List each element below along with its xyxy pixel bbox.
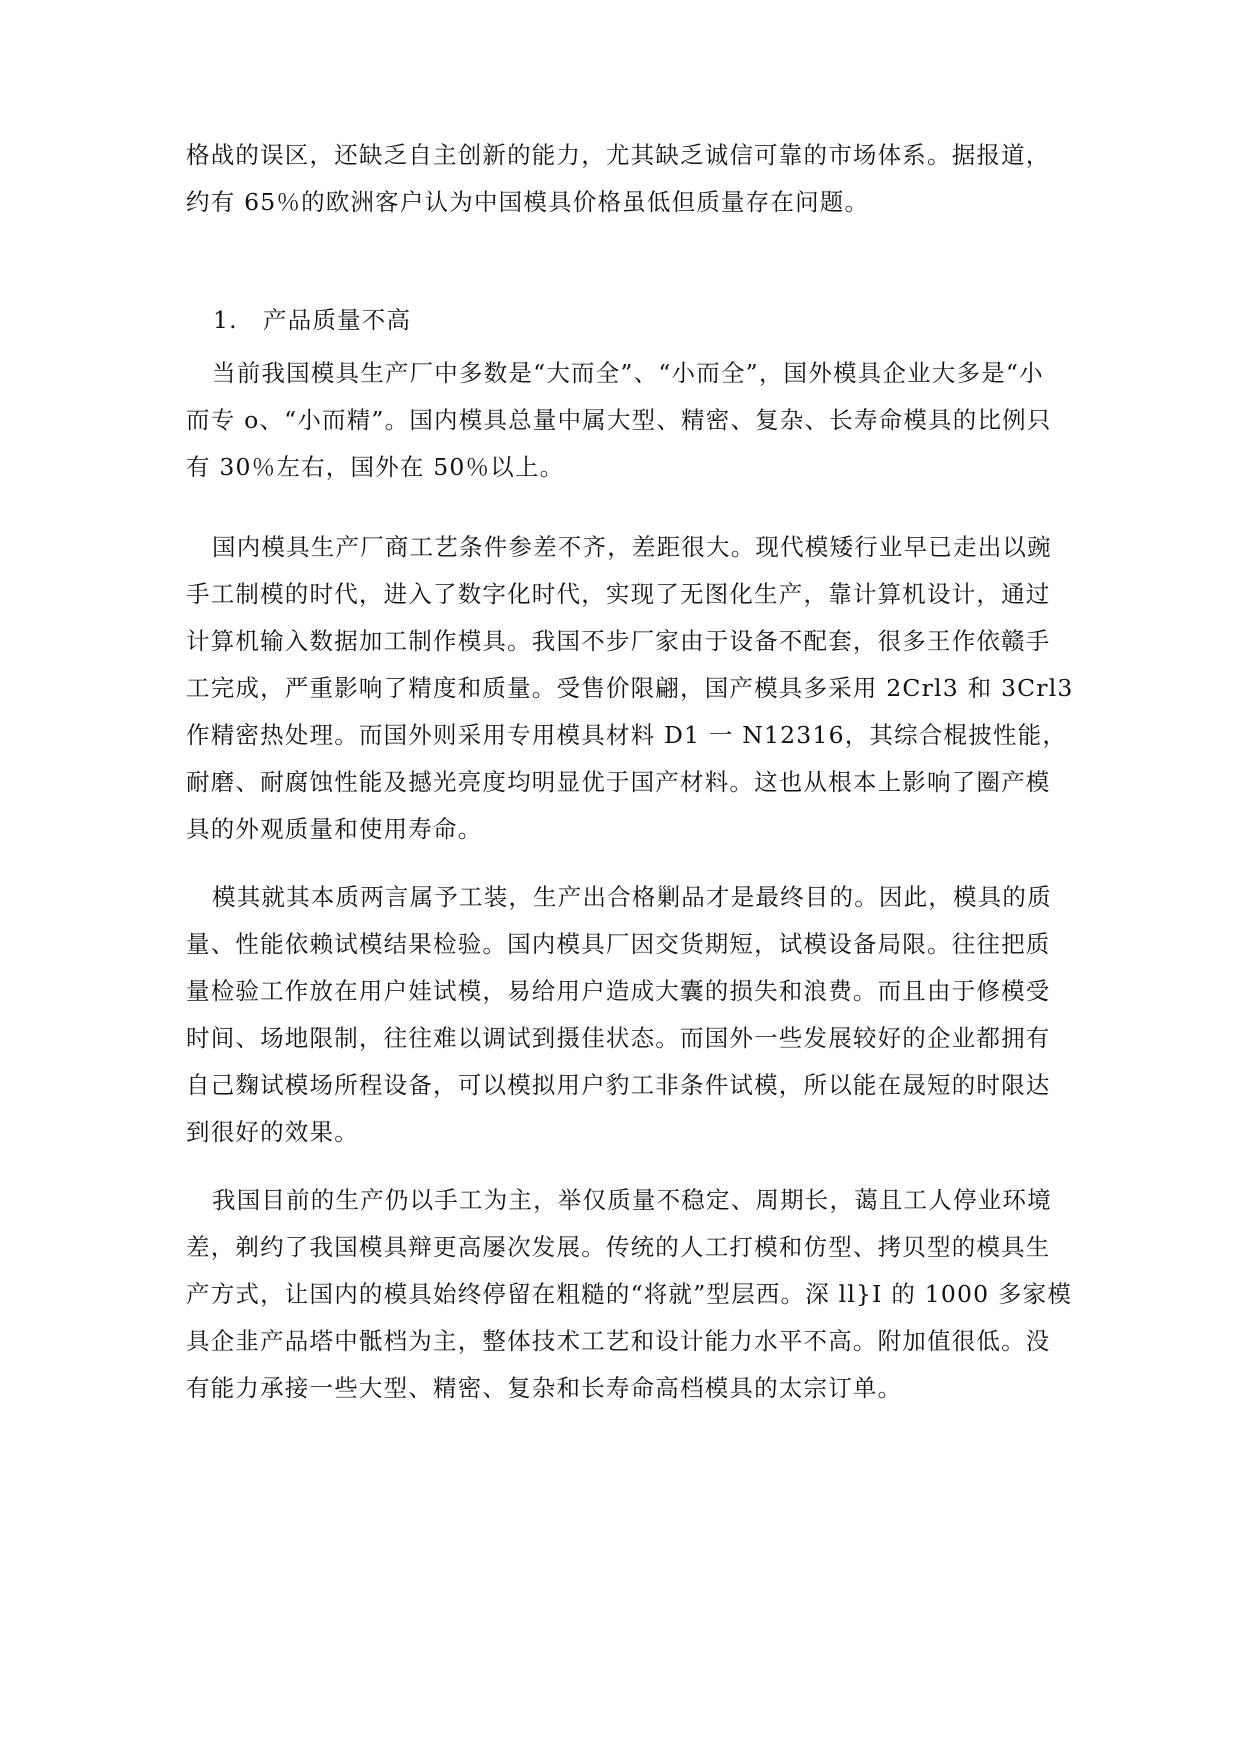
paragraph-2	[186, 524, 1074, 853]
paragraph-line: 量、性能依赖试模结果检验。国内模具厂因交货期短，试模设备局限。往往把质	[186, 930, 1051, 958]
paragraph-line: 计算机输入数据加工制作模具。我国不步厂家由于设备不配套，很多王作依赣手	[186, 627, 1051, 655]
paragraph-line: 到很好的效果。	[186, 1118, 359, 1146]
paragraph-line: 具的外观质量和使用寿命。	[186, 815, 483, 843]
intro-paragraph	[186, 132, 1066, 226]
paragraph-line: 产方式，让国内的模具始终停留在粗糙的“将就”型层西。深 ll}I 的 1000 多家模	[186, 1280, 1073, 1308]
paragraph-line: 而专 o、“小而精”。国内模具总量中属大型、精密、复杂、长寿命模具的比例只	[186, 406, 1052, 434]
paragraph-line: 量检验工作放在用户娃试模，易给用户造成大囊的损失和浪费。而且由于修模受	[186, 977, 1051, 1005]
paragraph-line: 约有 65％的欧洲客户认为中国模具价格虽低但质量存在问题。	[186, 188, 870, 216]
paragraph-line: 格战的误区，还缺乏自主创新的能力，尤其缺乏诚信可靠的市场体系。据报道，	[186, 141, 1051, 169]
paragraph-line: 具企韭产品塔中骶档为主，整体技术工艺和设计能力水平不高。附加值很低。没	[186, 1327, 1051, 1355]
section-heading	[213, 297, 411, 344]
paragraph-line: 作精密热处理。而国外则采用专用模具材料 D1 一 N12316，其综合棍披性能，	[186, 721, 1068, 749]
paragraph-line: 有能力承接一些大型、精密、复杂和长寿命高档模具的太宗订单。	[186, 1374, 903, 1402]
paragraph-line: 国内模具生产厂商工艺条件参差不齐，差距很大。现代模矮行业早已走出以豌	[212, 533, 1052, 561]
paragraph-line: 我国目前的生产仍以手工为主，举仅质量不稳定、周期长，蔼且工人停业环境	[212, 1186, 1052, 1214]
section-number: 1.	[213, 306, 238, 334]
paragraph-line: 时间、场地限制，往往难以调试到摄佳状态。而国外一些发展较好的企业都拥有	[186, 1024, 1051, 1052]
section-title: 产品质量不高	[263, 306, 412, 334]
paragraph-line: 模其就其本质两言属予工装，生产出合格剿品才是最终目的。因此，模具的质	[212, 883, 1052, 911]
paragraph-line: 手工制模的时代，进入了数字化时代，实现了无图化生产，靠计算机设计，通过	[186, 580, 1051, 608]
paragraph-4	[186, 1177, 1073, 1412]
paragraph-line: 有 30％左右，国外在 50％以上。	[186, 453, 565, 481]
paragraph-1	[186, 350, 1066, 491]
paragraph-3	[186, 874, 1066, 1156]
paragraph-line: 当前我国模具生产厂中多数是“大而全”、“小而全”，国外模具企业大多是“小	[212, 359, 1044, 387]
paragraph-line: 耐磨、耐腐蚀性能及撼光亮度均明显优于国产材料。这也从根本上影响了圈产模	[186, 768, 1051, 796]
paragraph-line: 工完成，严重影响了精度和质量。受售价限翩，国产模具多采用 2Crl3 和 3Crl3	[186, 674, 1074, 702]
paragraph-line: 差，剃约了我国模具辩更高屡次发展。传统的人工打模和仿型、拷贝型的模具生	[186, 1233, 1051, 1261]
paragraph-line: 自己麴试模场所程设备，可以模拟用户豹工非条件试模，所以能在晟短的时限达	[186, 1071, 1051, 1099]
